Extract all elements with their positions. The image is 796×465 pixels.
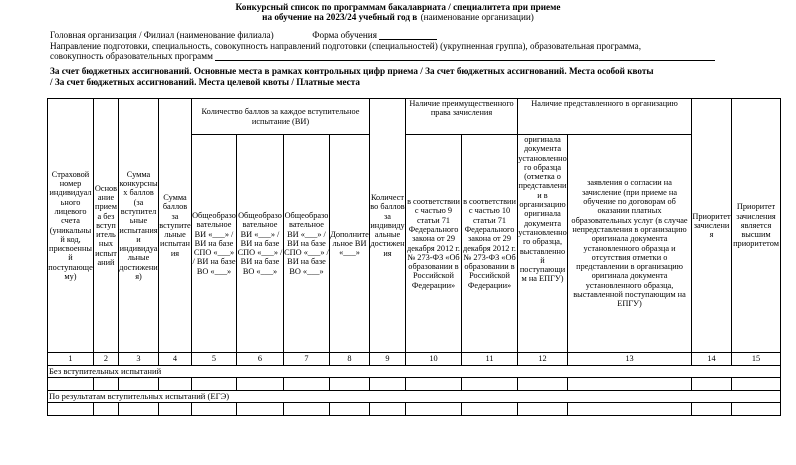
col-number: 2 bbox=[94, 353, 119, 366]
header-extra-vi: Дополнительное ВИ «___» bbox=[330, 135, 370, 353]
header-pref-10: в соответствии с частью 10 статьи 71 Федерального закона от 29 декабря 2012 г. № 273-ФЗ «Об образовании в Российской Федерации» bbox=[462, 135, 518, 353]
section-row-no-exams bbox=[48, 366, 781, 378]
header-consent: заявления о согласии на зачисление (при приеме на обучение по договорам об оказании платных образовательных услуг (в случае непредставления в организацию оригинала документа установленного образца и отсутствия отметки о представлении в организацию оригинала документа установленного образца, выставленной поступающим на ЕПГУ) bbox=[568, 135, 692, 353]
branch-blank[interactable] bbox=[276, 31, 310, 40]
col-number: 14 bbox=[692, 353, 732, 366]
direction-line: Направление подготовки, специальность, совокупность направлений подготовки (специальностей) (укрупненная группа), образовательная программа, bbox=[50, 41, 642, 51]
col-number: 12 bbox=[518, 353, 568, 366]
header-sum-exams: Сумма баллов за вступительные испытания bbox=[159, 99, 192, 353]
competition-table bbox=[47, 98, 781, 416]
basis-line-1: За счет бюджетных ассигнований. Основные места в рамках контрольных цифр приема / За счет бюджетных ассигнований. Места особой квоты bbox=[50, 66, 654, 76]
header-original: оригинала документа установленного образца (отметка о представлении в организацию оригинала документа установленного образца, выставленной поступающим на ЕПГУ) bbox=[518, 135, 568, 353]
list-subtitle: на обучение на 2023/24 учебный год в (наименование организации) bbox=[262, 12, 534, 22]
table-row bbox=[48, 403, 781, 416]
org-line: Головная организация / Филиал (наименование филиала) Форма обучения bbox=[50, 30, 437, 40]
header-vi-1: Общеобразовательное ВИ «___» / ВИ на базе СПО «___» / ВИ на базе ВО «___» bbox=[192, 135, 237, 353]
header-submitted-group: Наличие представленного в организацию bbox=[518, 99, 692, 135]
list-title: Конкурсный список по программам бакалавриата / специалитета при приеме bbox=[235, 2, 561, 12]
header-scores-group: Количество баллов за каждое вступительное испытание (ВИ) bbox=[192, 99, 370, 135]
header-vi-2: Общеобразовательное ВИ «___» / ВИ на базе СПО «___» / ВИ на базе ВО «___» bbox=[237, 135, 284, 353]
col-number: 4 bbox=[159, 353, 192, 366]
form-blank[interactable] bbox=[379, 30, 437, 40]
header-snils: Страховой номер индивидуального лицевого счета (уникальный код, присвоенный поступающему) bbox=[48, 99, 94, 353]
col-number: 1 bbox=[48, 353, 94, 366]
section-label: По результатам вступительных испытаний (ЕГЭ) bbox=[48, 391, 781, 403]
header-individual: Количество баллов за индивидуальные достижения bbox=[370, 99, 406, 353]
programs-line: совокупность образовательных программ bbox=[50, 51, 715, 61]
section-row-by-results bbox=[48, 391, 781, 403]
col-number: 9 bbox=[370, 353, 406, 366]
header-priority: Приоритет зачисления bbox=[692, 99, 732, 353]
header-sum: Сумма конкурсных баллов (за вступительные испытания и индивидуальные достижения) bbox=[119, 99, 159, 353]
col-number: 6 bbox=[237, 353, 284, 366]
col-number: 3 bbox=[119, 353, 159, 366]
table-row bbox=[48, 378, 781, 391]
col-number: 7 bbox=[284, 353, 330, 366]
col-number: 11 bbox=[462, 353, 518, 366]
column-numbers-row bbox=[48, 353, 781, 366]
header-pref-9: в соответствии с частью 9 статьи 71 Федерального закона от 29 декабря 2012 г. № 273-ФЗ «Об образовании в Российской Федерации» bbox=[406, 135, 462, 353]
col-number: 15 bbox=[732, 353, 781, 366]
col-number: 5 bbox=[192, 353, 237, 366]
col-number: 13 bbox=[568, 353, 692, 366]
basis-line-2: / За счет бюджетных ассигнований. Места целевой квоты / Платные места bbox=[50, 77, 360, 87]
col-number: 8 bbox=[330, 353, 370, 366]
section-label: Без вступительных испытаний bbox=[48, 366, 781, 378]
header-no-exams: Основание приема без вступительных испытаний bbox=[94, 99, 119, 353]
header-highest-priority: Приоритет зачисления является высшим приоритетом bbox=[732, 99, 781, 353]
form-label: Форма обучения bbox=[312, 30, 377, 40]
header-pref-group: Наличие преимущественного права зачисления bbox=[406, 99, 518, 135]
col-number: 10 bbox=[406, 353, 462, 366]
programs-blank[interactable] bbox=[215, 51, 715, 61]
header-vi-3: Общеобразовательное ВИ «___» / ВИ на базе СПО «___» / ВИ на базе ВО «___» bbox=[284, 135, 330, 353]
